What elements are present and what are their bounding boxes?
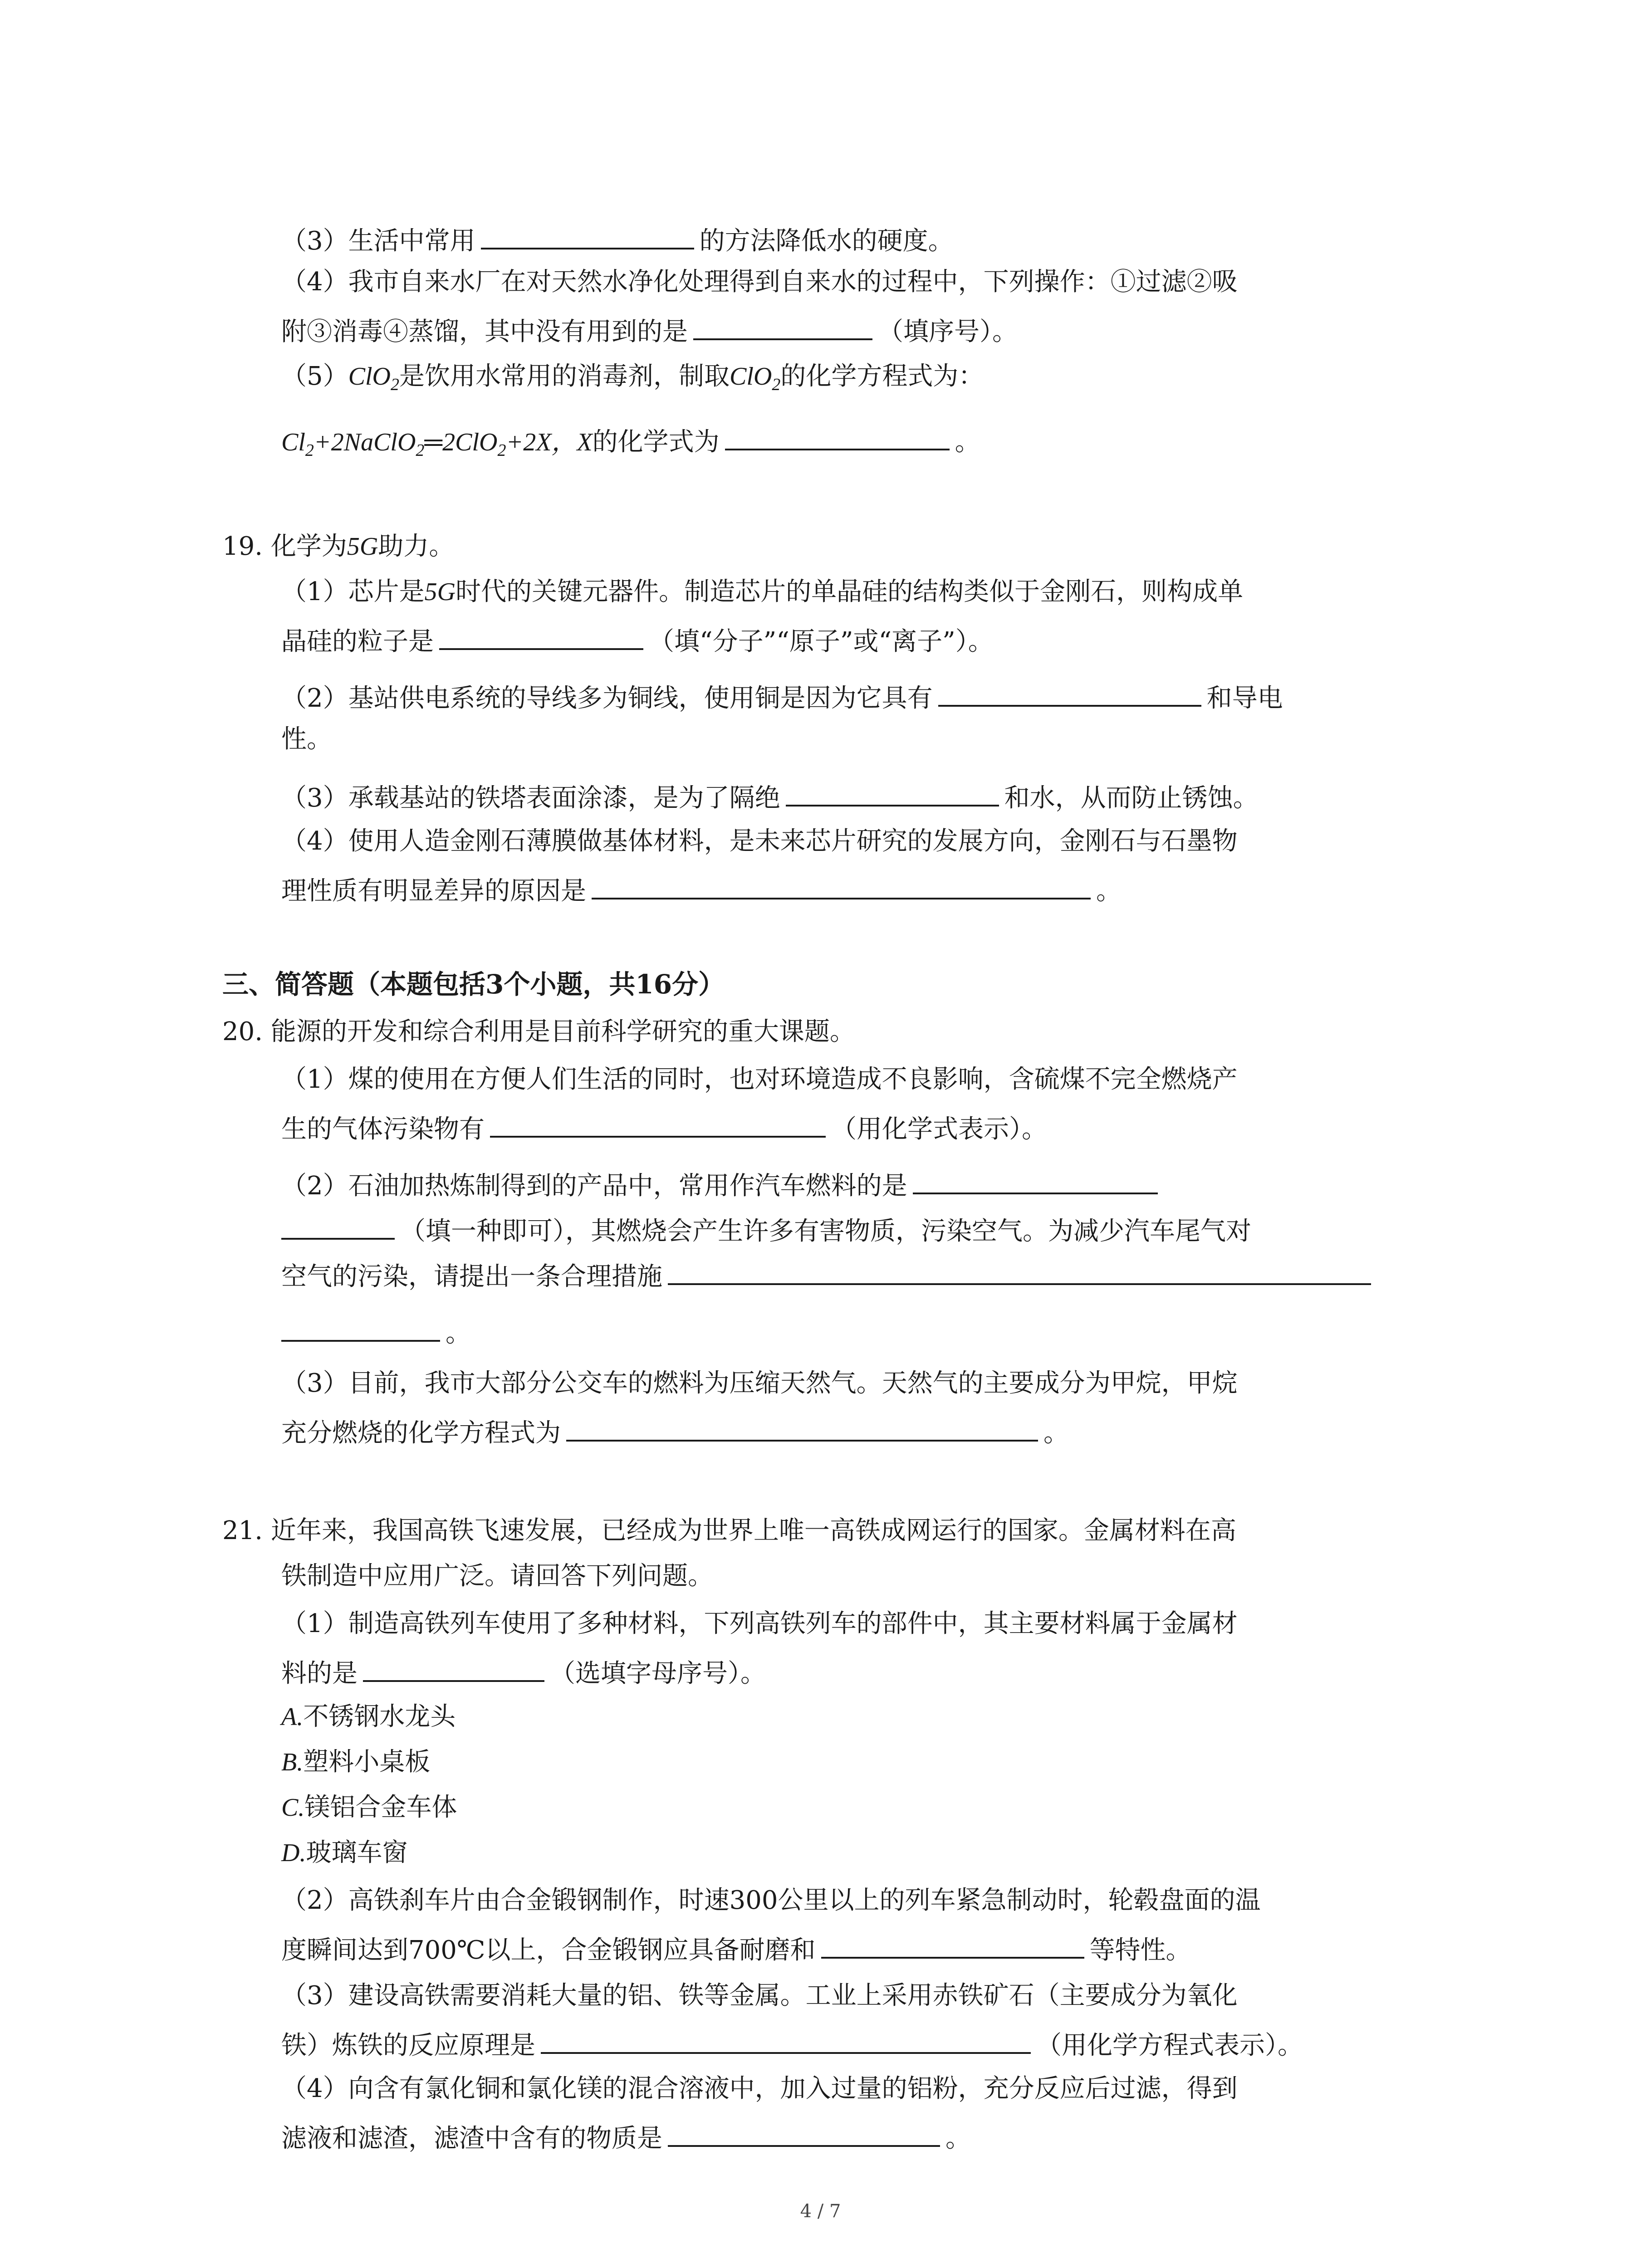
q19-part4: （4）使用人造金刚石薄膜做基体材料，是未来芯片研究的发展方向，金刚石与石墨物 [281, 826, 1238, 856]
q20-part1-blank[interactable] [490, 1107, 826, 1138]
q21-part3: （3）建设高铁需要消耗大量的铝、铁等金属。工业上采用赤铁矿石（主要成分为氧化 [281, 1981, 1238, 2010]
q21-part1-blank[interactable] [363, 1651, 544, 1682]
q21-title: 21. 近年来，我国高铁飞速发展，已经成为世界上唯一高铁成网运行的国家。金属材料在高 [222, 1516, 1236, 1545]
q21-part3-cont: 铁）炼铁的反应原理是 （用化学方程式表示）。 [281, 2023, 1303, 2064]
q21-option-a[interactable]: A.不锈钢水龙头 [281, 1702, 456, 1731]
q21-option-d[interactable]: D.玻璃车窗 [281, 1838, 408, 1867]
question-number: 20. [222, 1017, 263, 1046]
q21-part1-cont: 料的是 （选填字母序号）。 [281, 1651, 766, 1692]
q21-part4-cont: 滤液和滤渣，滤渣中含有的物质是 。 [281, 2116, 971, 2157]
q20-part2-blank1[interactable] [913, 1163, 1158, 1194]
q18-part5: （5）ClO$_2$是饮用水常用的消毒剂，制取ClO$_2$的化学方程式为： [281, 362, 984, 395]
q20-part2-blank2[interactable] [668, 1254, 1371, 1285]
q18-part4-blank[interactable] [693, 309, 872, 340]
q19-part1: （1）芯片是5G时代的关键元器件。制造芯片的单晶硅的结构类似于金刚石，则构成单 [281, 577, 1244, 606]
q21-part2-blank[interactable] [821, 1928, 1084, 1959]
q20-part2-cont: （填一种即可），其燃烧会产生许多有害物质，污染空气。为减少汽车尾气对 [281, 1209, 1251, 1250]
q20-part1: （1）煤的使用在方便人们生活的同时，也对环境造成不良影响，含硫煤不完全燃烧产 [281, 1065, 1238, 1094]
page-number: 4 / 7 [800, 2201, 841, 2222]
q19-part4-blank[interactable] [592, 869, 1091, 899]
q20-part1-cont: 生的气体污染物有 （用化学式表示）。 [281, 1107, 1047, 1148]
q21-part3-blank[interactable] [541, 2023, 1031, 2054]
q19-part3: （3）承载基站的铁塔表面涂漆，是为了隔绝 和水，从而防止锈蚀。 [281, 776, 1259, 816]
q19-part2-blank[interactable] [938, 676, 1201, 707]
q19-part2-cont: 性。 [281, 724, 332, 754]
q20-part2-cont3: 。 [281, 1311, 471, 1352]
q21-title-cont: 铁制造中应用广泛。请回答下列问题。 [281, 1561, 713, 1591]
q19-part1-blank[interactable] [439, 619, 643, 650]
q21-part4-blank[interactable] [668, 2116, 940, 2147]
question-number: 19. [222, 532, 263, 561]
q18-part5-blank[interactable] [725, 420, 950, 450]
q21-option-b[interactable]: B.塑料小桌板 [281, 1747, 431, 1777]
section-heading: 三、简答题（本题包括3个小题，共16分） [222, 969, 725, 1000]
q20-part2-blank1-cont[interactable] [281, 1209, 395, 1240]
q21-part2-cont: 度瞬间达到700℃以上，合金锻钢应具备耐磨和 等特性。 [281, 1928, 1191, 1969]
q20-title: 20. 能源的开发和综合利用是目前科学研究的重大课题。 [222, 1017, 855, 1046]
q20-part2: （2）石油加热炼制得到的产品中，常用作汽车燃料的是 [281, 1163, 1163, 1204]
q20-part3-cont: 充分燃烧的化学方程式为 。 [281, 1411, 1069, 1452]
q21-part4: （4）向含有氯化铜和氯化镁的混合溶液中，加入过量的铝粉，充分反应后过滤，得到 [281, 2074, 1238, 2103]
q19-title: 19. 化学为5G助力。 [222, 532, 455, 561]
q18-part4: （4）我市自来水厂在对天然水净化处理得到自来水的过程中，下列操作：①过滤②吸 [281, 267, 1238, 297]
q18-part3-text: （3）生活中常用 [281, 226, 475, 256]
q20-part2-cont2: 空气的污染，请提出一条合理措施 [281, 1254, 1376, 1295]
q19-part3-blank[interactable] [786, 776, 999, 807]
q18-part3-blank[interactable] [481, 219, 694, 249]
q20-part3-blank[interactable] [566, 1411, 1038, 1442]
q19-part2: （2）基站供电系统的导线多为铜线，使用铜是因为它具有 和导电 [281, 676, 1283, 717]
q21-option-c[interactable]: C.镁铝合金车体 [281, 1793, 457, 1822]
question-number: 21. [222, 1516, 263, 1545]
q19-part4-cont: 理性质有明显差异的原因是 。 [281, 869, 1122, 909]
q20-part3: （3）目前，我市大部分公交车的燃料为压缩天然气。天然气的主要成分为甲烷，甲烷 [281, 1369, 1238, 1398]
q18-part3: （3）生活中常用 的方法降低水的硬度。 [281, 219, 954, 259]
q20-part2-blank2-cont[interactable] [281, 1311, 440, 1342]
q21-part1: （1）制造高铁列车使用了多种材料，下列高铁列车的部件中，其主要材料属于金属材 [281, 1609, 1238, 1638]
q21-part2: （2）高铁刹车片由合金锻钢制作，时速300公里以上的列车紧急制动时，轮毂盘面的温 [281, 1886, 1261, 1915]
q19-part1-cont: 晶硅的粒子是 （填“分子”“原子”或“离子”）。 [281, 619, 994, 660]
q18-equation: $Cl_2+2NaClO_2═2ClO_2+2X$，X的化学式为 。 [281, 420, 980, 469]
q18-part4-cont: 附③消毒④蒸馏，其中没有用到的是 （填序号）。 [281, 309, 1018, 350]
